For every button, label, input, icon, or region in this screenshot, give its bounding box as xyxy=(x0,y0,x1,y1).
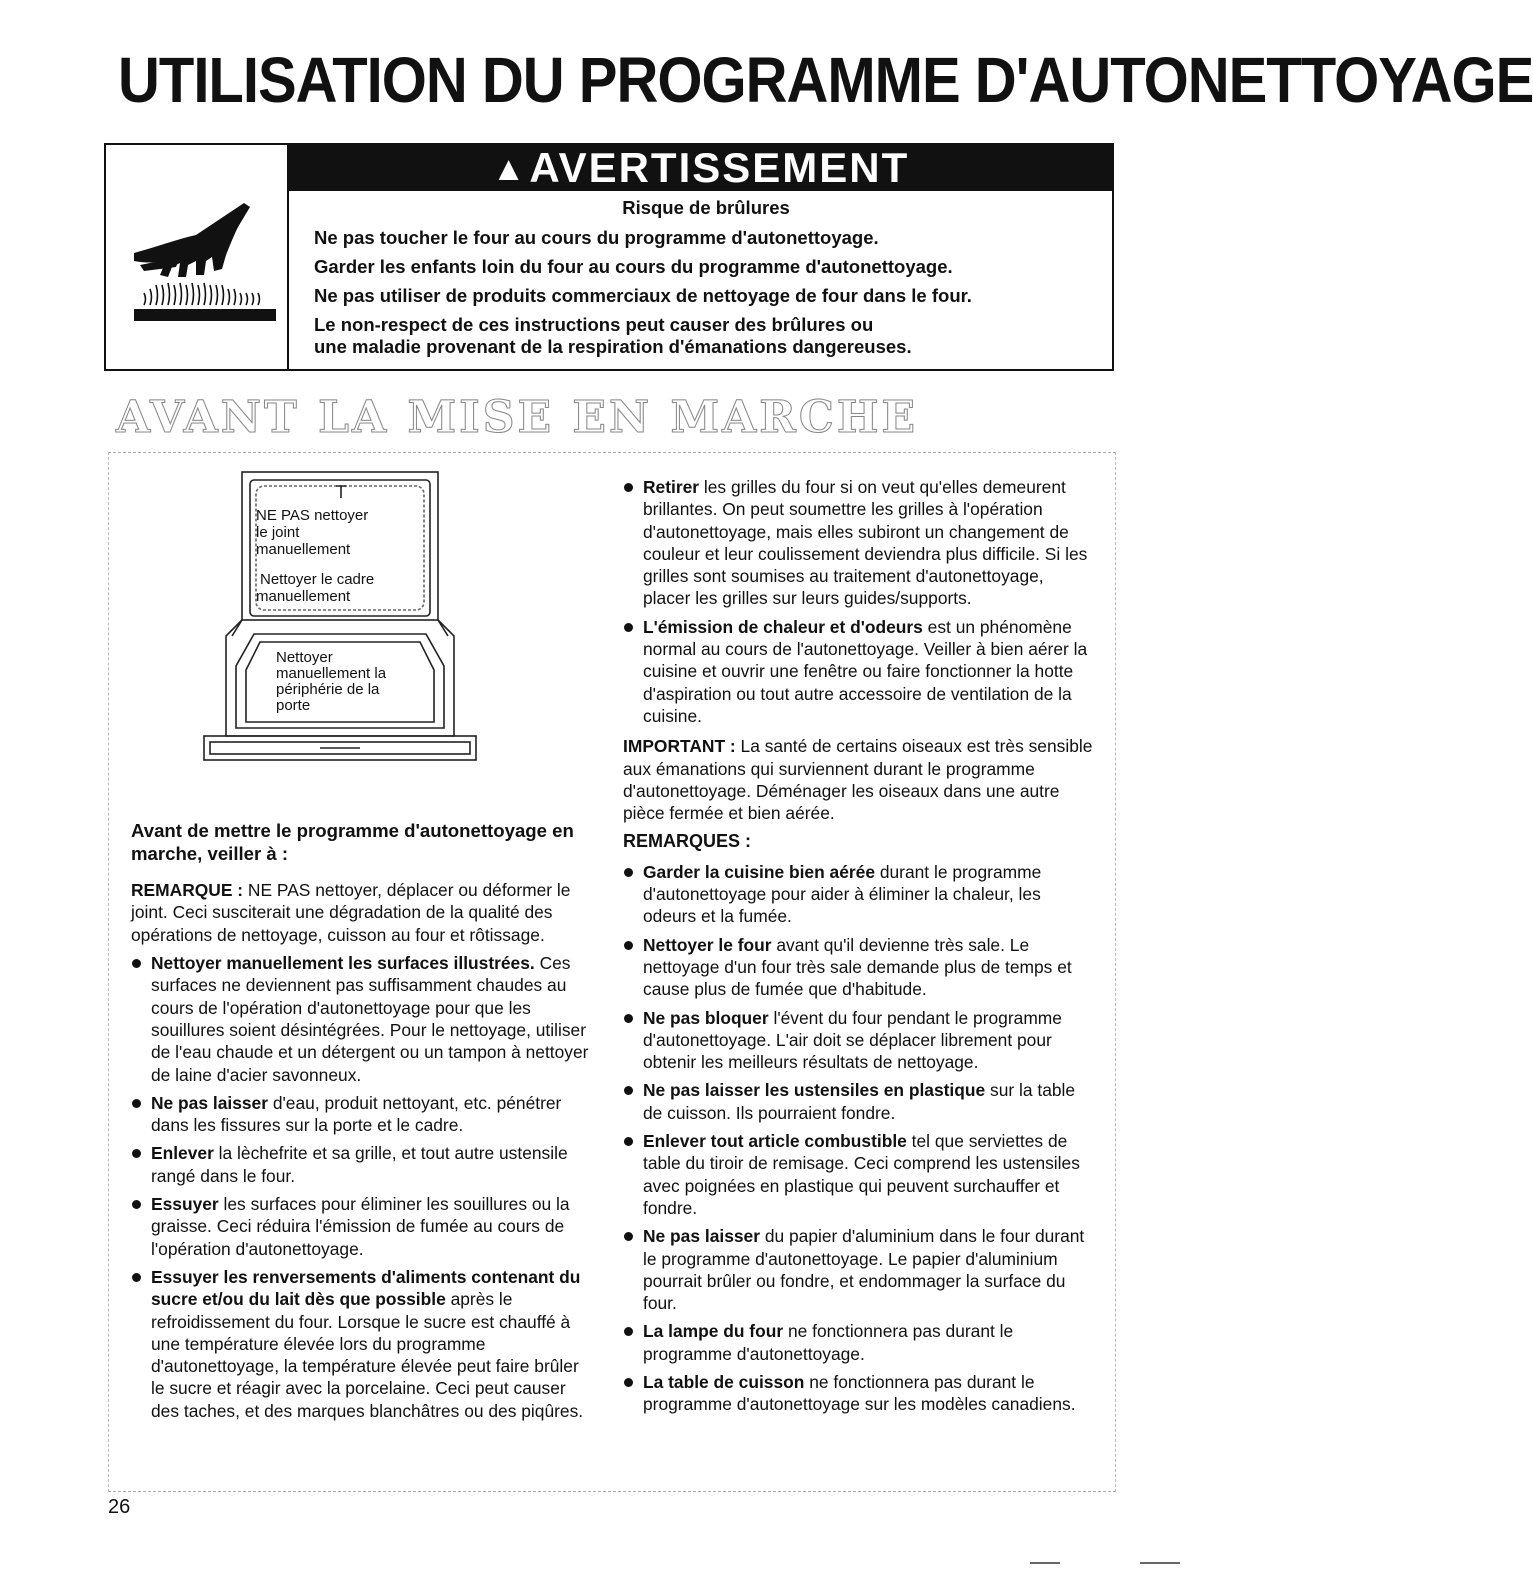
list-item xyxy=(623,934,1093,1001)
item-bold: Ne pas laisser les ustensiles en plastique xyxy=(643,1080,986,1101)
bullet-icon xyxy=(624,483,633,492)
list-item xyxy=(623,1130,1093,1219)
list-item xyxy=(131,952,596,1086)
warning-line: Ne pas toucher le four au cours du programme d'autonettoyage. xyxy=(314,227,879,248)
list-item xyxy=(131,1092,596,1137)
item-text: Ces surfaces ne deviennent pas suffisamment chaudes au cours de l'opération d'autonettoyage pour que les souillures soient désintégrées. Pour le nettoyage, utiliser de l'eau chaude et un détergent ou un tampon à nettoyer de laine d'acier savonneux. xyxy=(151,953,589,1085)
scan-mark xyxy=(1030,1562,1060,1564)
item-bold: Enlever tout article combustible xyxy=(643,1131,907,1152)
bullet-icon xyxy=(624,1014,633,1023)
frame-border-left xyxy=(108,452,109,1492)
warning-subtitle: Risque de brûlures xyxy=(622,197,790,218)
important-paragraph xyxy=(623,735,1093,824)
bullet-icon xyxy=(624,1378,633,1387)
item-bold: La lampe du four xyxy=(643,1321,784,1342)
item-text: d'eau, produit nettoyant, etc. pénétrer dans les fissures sur la porte et le cadre. xyxy=(151,1092,562,1136)
remarque-paragraph xyxy=(131,879,596,946)
item-bold: Retirer xyxy=(643,477,700,497)
warning-line: une maladie provenant de la respiration d'émanations dangereuses. xyxy=(314,336,912,357)
item-text: ne fonctionnera pas durant le programme d'autonettoyage sur les modèles canadiens. xyxy=(643,1371,1076,1415)
list-item xyxy=(623,1225,1093,1314)
item-text: durant le programme d'autonettoyage pour aider à éliminer la chaleur, les odeurs et la fumée. xyxy=(643,861,1042,927)
list-item xyxy=(623,861,1093,928)
bullet-icon xyxy=(624,868,633,877)
remarque-text: NE PAS nettoyer, déplacer ou déformer le joint. Ceci susciterait une dégradation de la qualité des opérations de nettoyage, cuisson au four et rôtissage. xyxy=(131,880,571,945)
item-bold: Garder la cuisine bien aérée xyxy=(643,861,875,882)
page-number: 26 xyxy=(108,1496,131,1518)
item-bold: Nettoyer manuellement les surfaces illustrées. xyxy=(151,953,535,974)
bullet-icon xyxy=(132,1200,141,1209)
list-item xyxy=(623,1320,1093,1365)
figure-label-door: Nettoyer xyxy=(276,649,333,666)
warning-line: Le non-respect de ces instructions peut causer des brûlures ou xyxy=(314,314,874,335)
figure-label-door: porte xyxy=(276,697,311,714)
bullet-icon xyxy=(624,1327,633,1336)
list-item xyxy=(623,1007,1093,1074)
item-bold: Enlever xyxy=(151,1143,214,1164)
warning-body xyxy=(314,197,1098,358)
item-text: sur la table de cuisson. Ils pourraient fondre. xyxy=(643,1080,1076,1123)
item-text: du papier d'aluminium dans le four durant le programme d'autonettoyage. Le papier d'aluminium pourrait brûler ou fondre, et endommager la surface du four. xyxy=(643,1226,1085,1314)
list-item xyxy=(131,1193,596,1260)
item-bold: Ne pas bloquer xyxy=(643,1007,769,1028)
item-text: avant qu'il devienne très sale. Le nettoyage d'un four très sale demande plus de temps et cause plus de fumée que d'habitude. xyxy=(643,934,1072,1000)
oven-diagram xyxy=(196,466,484,796)
list-item xyxy=(131,1142,596,1187)
important-label: IMPORTANT : xyxy=(623,736,736,757)
list-item xyxy=(623,616,1093,727)
remarque-label: REMARQUE : xyxy=(131,880,244,901)
item-bold: Essuyer xyxy=(151,1194,219,1215)
item-text: l'évent du four pendant le programme d'autonettoyage. L'air doit se déplacer librement pour obtenir les meilleurs résultats de nettoyage. xyxy=(643,1007,1062,1073)
figure-label-door: périphérie de la xyxy=(276,681,380,698)
left-column xyxy=(131,820,596,1428)
figure-label-frame: Nettoyer le cadre xyxy=(260,571,375,588)
bullet-icon xyxy=(132,1099,141,1108)
section-title: AVANT LA MISE EN MARCHE xyxy=(116,392,919,443)
scan-mark xyxy=(1140,1562,1180,1564)
warning-header-text: AVERTISSEMENT xyxy=(529,144,910,191)
important-text: La santé de certains oiseaux est très sensible aux émanations qui surviennent durant le programme d'autonettoyage. Déménager les oiseaux dans une autre pièce fermée et bien aérée. xyxy=(623,736,1093,824)
item-text: la lèchefrite et sa grille, et tout autre ustensile rangé dans le four. xyxy=(151,1143,568,1186)
warning-line: Ne pas utiliser de produits commerciaux de nettoyage de four dans le four. xyxy=(314,285,972,306)
item-bold: Ne pas laisser xyxy=(151,1092,268,1113)
item-bold: Ne pas laisser xyxy=(643,1226,760,1247)
figure-label-gasket: NE PAS nettoyer xyxy=(256,507,369,524)
bullet-icon xyxy=(624,1137,633,1146)
page-title: UTILISATION DU PROGRAMME D'AUTONETTOYAGE xyxy=(118,44,1533,117)
warning-triangle-icon: ▲ xyxy=(491,150,528,188)
figure-label-frame: manuellement xyxy=(256,588,351,605)
warning-box xyxy=(104,143,1114,371)
bullet-icon xyxy=(624,941,633,950)
item-bold: L'émission de chaleur et d'odeurs xyxy=(643,616,923,637)
warning-line: Garder les enfants loin du four au cours du programme d'autonettoyage. xyxy=(314,256,953,277)
item-bold: Essuyer les renversements d'aliments contenant du sucre et/ou du lait dès que possible xyxy=(151,1266,581,1310)
item-text: les surfaces pour éliminer les souillures ou la graisse. Ceci réduira l'émission de fumée au cours de l'opération d'autonettoyage. xyxy=(151,1194,570,1259)
bullet-icon xyxy=(132,959,141,968)
frame-border-top xyxy=(108,452,1116,453)
hand-burn-icon xyxy=(126,195,284,325)
figure-label-door: manuellement la xyxy=(276,665,387,682)
right-column xyxy=(623,476,1093,1422)
item-text: tel que serviettes de table du tiroir de remisage. Ceci comprend les ustensiles avec poignées en plastique qui peuvent surchauffer et fondre. xyxy=(643,1131,1080,1218)
bullet-icon xyxy=(624,1232,633,1241)
figure-label-gasket: manuellement xyxy=(256,541,351,558)
item-bold: Nettoyer le four xyxy=(643,934,772,955)
bullet-icon xyxy=(624,623,633,632)
remarques-heading: REMARQUES : xyxy=(623,831,752,852)
bullet-icon xyxy=(132,1273,141,1282)
item-text: après le refroidissement du four. Lorsque le sucre est chauffé à une température élevée lors du programme d'autonettoyage, la température élevée peut faire brûler le sucre et réagir avec la porcelaine. Ceci peut causer des taches, et des marques blanchâtres ou des piqûres. xyxy=(151,1289,584,1421)
frame-border-bottom xyxy=(108,1491,1116,1492)
left-lead: Avant de mettre le programme d'autonettoyage en marche, veiller à : xyxy=(131,820,574,864)
frame-border-right xyxy=(1115,452,1116,1492)
figure-label-gasket: le joint xyxy=(256,524,300,541)
list-item xyxy=(623,1079,1093,1124)
list-item xyxy=(623,476,1093,610)
list-item xyxy=(131,1266,596,1422)
item-text: les grilles du four si on veut qu'elles demeurent brillantes. On peut soumettre les grilles à l'opération d'autonettoyage, mais elles subiront un changement de couleur et leur coulissement deviendra plus difficile. Si les grilles sont soumises au traitement d'autonettoyage, placer les grilles sur leurs guides/supports. xyxy=(643,477,1088,609)
item-bold: La table de cuisson xyxy=(643,1371,805,1392)
bullet-icon xyxy=(132,1149,141,1158)
list-item xyxy=(623,1371,1093,1416)
warning-header xyxy=(289,145,1112,191)
item-text: ne fonctionnera pas durant le programme d'autonettoyage. xyxy=(643,1321,1014,1364)
item-text: est un phénomène normal au cours de l'autonettoyage. Veiller à bien aérer la cuisine et ouvrir une fenêtre ou faire fonctionner la hotte d'aspiration ou tout autre accessoire de ventilation de la cuisine. xyxy=(643,616,1088,726)
bullet-icon xyxy=(624,1086,633,1095)
